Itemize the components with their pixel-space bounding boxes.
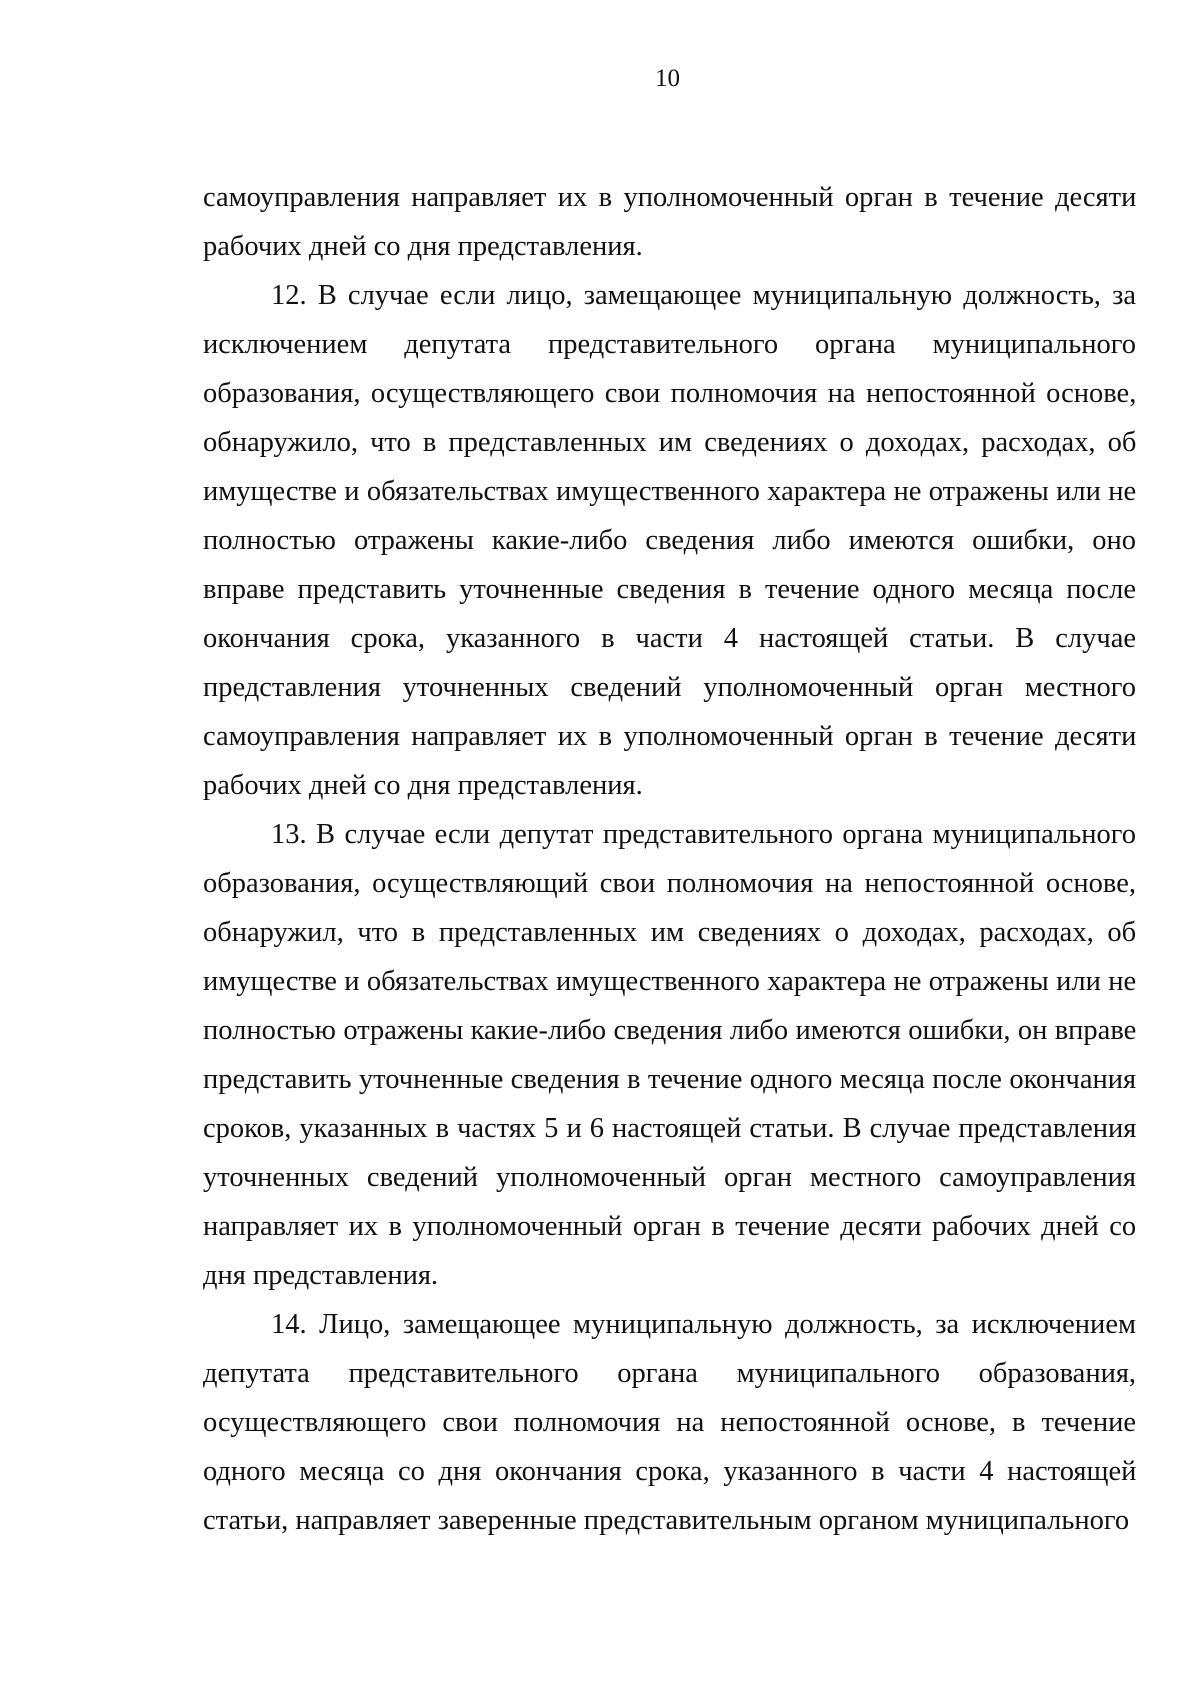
text-line: одного месяца со дня окончания срока, указанного в части 4 настоящей: [203, 1456, 1137, 1487]
text-line: осуществляющего свои полномочия на непостоянной основе, в течение: [203, 1407, 1136, 1438]
page-number: 10: [655, 65, 680, 92]
text-line: образования, осуществляющий свои полномочия на непостоянной основе,: [203, 868, 1136, 899]
text-line: обнаружил, что в представленных им сведениях о доходах, расходах, об: [203, 917, 1137, 948]
text-line: 12. В случае если лицо, замещающее муниципальную должность, за: [271, 280, 1136, 311]
text-line: полностью отражены какие-либо сведения либо имеются ошибки, оно: [203, 525, 1136, 556]
text-line: статьи, направляет заверенные представительным органом муниципального: [203, 1505, 1130, 1536]
text-line: самоуправления направляет их в уполномоченный орган в течение десяти: [203, 182, 1137, 213]
text-line: окончания срока, указанного в части 4 настоящей статьи. В случае: [203, 623, 1136, 654]
text-line: имуществе и обязательствах имущественного характера не отражены или не: [203, 476, 1137, 507]
text-line: 13. В случае если депутат представительного органа муниципального: [271, 819, 1136, 850]
text-line: рабочих дней со дня представления.: [203, 770, 643, 801]
text-line: представления уточненных сведений уполномоченный орган местного: [203, 672, 1136, 703]
paragraph-14: [203, 1300, 1136, 1545]
paragraph-13: [203, 810, 1136, 1300]
text-line: рабочих дней со дня представления.: [203, 231, 643, 262]
text-line: имуществе и обязательствах имущественного характера не отражены или не: [203, 966, 1137, 997]
paragraph-12: [203, 271, 1136, 810]
text-line: самоуправления направляет их в уполномоченный орган в течение десяти: [203, 721, 1137, 752]
text-line: депутата представительного органа муниципального образования,: [203, 1358, 1137, 1389]
text-line: уточненных сведений уполномоченный орган местного самоуправления: [203, 1162, 1136, 1193]
text-line: обнаружило, что в представленных им сведениях о доходах, расходах, об: [203, 427, 1137, 458]
paragraph-continuation: [203, 173, 1136, 271]
text-line: дня представления.: [203, 1260, 439, 1291]
text-line: сроков, указанных в частях 5 и 6 настоящей статьи. В случае представления: [203, 1113, 1137, 1144]
document-body: [203, 173, 1136, 1545]
text-line: вправе представить уточненные сведения в течение одного месяца после: [203, 574, 1136, 605]
text-line: 14. Лицо, замещающее муниципальную должность, за исключением: [271, 1309, 1136, 1340]
text-line: полностью отражены какие-либо сведения либо имеются ошибки, он вправе: [203, 1015, 1137, 1046]
text-line: исключением депутата представительного органа муниципального: [203, 329, 1136, 360]
text-line: представить уточненные сведения в течение одного месяца после окончания: [203, 1064, 1137, 1095]
text-line: образования, осуществляющего свои полномочия на непостоянной основе,: [203, 378, 1137, 409]
text-line: направляет их в уполномоченный орган в течение десяти рабочих дней со: [203, 1211, 1137, 1242]
